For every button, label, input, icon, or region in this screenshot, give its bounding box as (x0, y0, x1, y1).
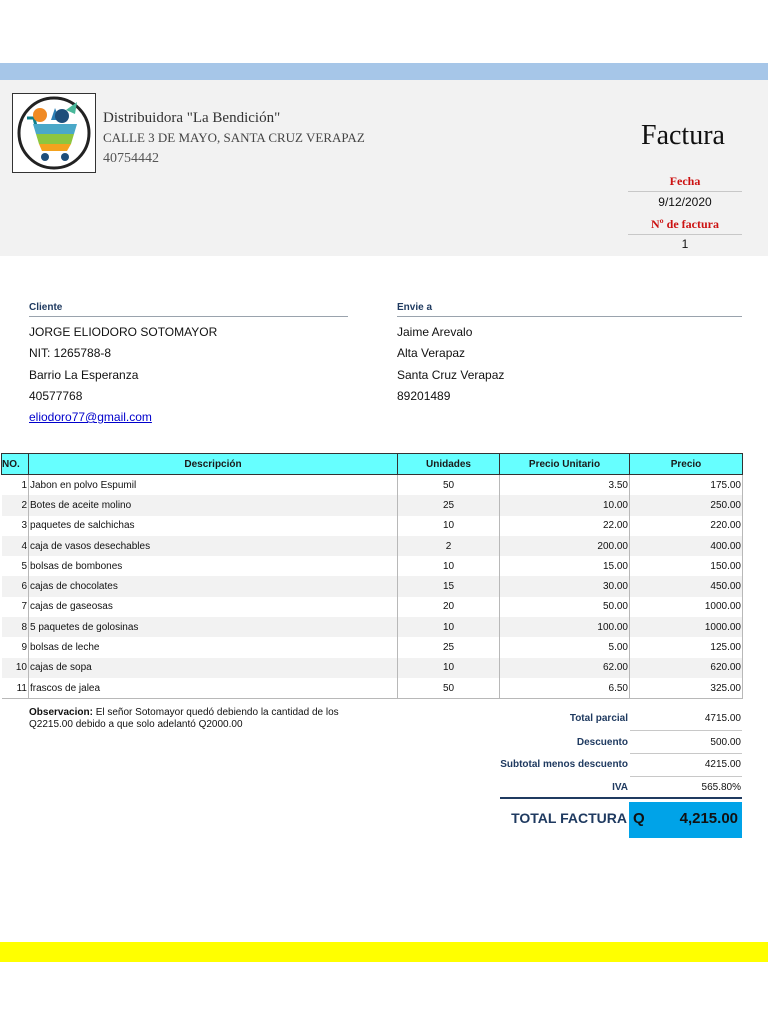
ship-to-phone: 89201489 (397, 389, 451, 403)
row-price: 450.00 (630, 576, 743, 596)
row-unit-price: 30.00 (500, 576, 630, 596)
bottom-accent-bar (0, 942, 768, 962)
row-units: 50 (398, 475, 500, 496)
client-section-label: Cliente (29, 302, 63, 313)
company-phone: 40754442 (103, 151, 159, 166)
date-label: Fecha (669, 174, 701, 188)
row-price: 150.00 (630, 556, 743, 576)
row-description: bolsas de bombones (29, 556, 398, 576)
observation-note (29, 707, 359, 731)
row-unit-price: 10.00 (500, 495, 630, 515)
row-unit-price: 50.00 (500, 597, 630, 617)
table-row (2, 516, 743, 536)
column-header-price: Precio (630, 454, 743, 475)
observation-label: Observacion: (29, 707, 93, 718)
table-row (2, 597, 743, 617)
row-unit-price: 3.50 (500, 475, 630, 496)
company-address: CALLE 3 DE MAYO, SANTA CRUZ VERAPAZ (103, 130, 365, 145)
divider (628, 234, 742, 235)
row-unit-price: 200.00 (500, 536, 630, 556)
row-units: 25 (398, 495, 500, 515)
row-price: 620.00 (630, 658, 743, 678)
total-value: 4,215.00 (679, 810, 738, 827)
client-address: Barrio La Esperanza (29, 368, 139, 382)
row-unit-price: 5.00 (500, 637, 630, 657)
subtotal-after-discount-value: 4215.00 (704, 759, 741, 770)
subtotal-label: Total parcial (569, 713, 628, 724)
subtotal-value: 4715.00 (704, 713, 741, 724)
row-price: 220.00 (630, 516, 743, 536)
divider (29, 316, 348, 317)
row-price: 1000.00 (630, 597, 743, 617)
discount-label: Descuento (576, 737, 628, 748)
row-number: 8 (2, 617, 29, 637)
row-units: 10 (398, 658, 500, 678)
row-number: 11 (2, 678, 29, 699)
row-price: 175.00 (630, 475, 743, 496)
table-row (2, 658, 743, 678)
row-number: 2 (2, 495, 29, 515)
top-accent-bar (0, 63, 768, 80)
table-row (2, 536, 743, 556)
ship-to-region: Alta Verapaz (397, 346, 466, 360)
shopping-cart-icon (17, 96, 91, 170)
observation-text: El señor Sotomayor quedó debiendo la cantidad de los Q2215.00 debido a que solo adelantó Q2000.00 (29, 707, 339, 730)
company-name: Distribuidora "La Bendición" (103, 110, 281, 126)
column-header-no: NO. (2, 454, 29, 475)
divider (630, 776, 742, 777)
row-description: Botes de aceite molino (29, 495, 398, 515)
table-row (2, 576, 743, 596)
discount-value: 500.00 (710, 737, 741, 748)
table-row (2, 475, 743, 496)
row-price: 125.00 (630, 637, 743, 657)
row-description: 5 paquetes de golosinas (29, 617, 398, 637)
table-row (2, 617, 743, 637)
invoice-number: 1 (681, 237, 689, 251)
row-description: Jabon en polvo Espumil (29, 475, 398, 496)
divider (500, 797, 742, 799)
row-units: 10 (398, 556, 500, 576)
row-units: 20 (398, 597, 500, 617)
row-units: 10 (398, 516, 500, 536)
row-description: frascos de jalea (29, 678, 398, 699)
client-phone: 40577768 (29, 389, 83, 403)
invoice-date: 9/12/2020 (658, 195, 712, 209)
row-number: 7 (2, 597, 29, 617)
row-number: 6 (2, 576, 29, 596)
row-number: 5 (2, 556, 29, 576)
tax-value: 565.80% (701, 782, 741, 793)
divider (630, 753, 742, 754)
row-number: 10 (2, 658, 29, 678)
row-description: cajas de sopa (29, 658, 398, 678)
divider (397, 316, 742, 317)
row-number: 4 (2, 536, 29, 556)
row-description: cajas de chocolates (29, 576, 398, 596)
items-table (1, 453, 743, 699)
table-row (2, 637, 743, 657)
divider (630, 730, 742, 731)
invoice-title: Factura (641, 120, 725, 151)
row-unit-price: 62.00 (500, 658, 630, 678)
table-header-row (2, 454, 743, 475)
total-currency: Q (633, 810, 645, 827)
row-description: caja de vasos desechables (29, 536, 398, 556)
row-units: 50 (398, 678, 500, 699)
total-label: TOTAL FACTURA (511, 810, 627, 826)
table-row (2, 678, 743, 699)
tax-label: IVA (612, 782, 628, 793)
row-units: 25 (398, 637, 500, 657)
ship-to-city: Santa Cruz Verapaz (397, 368, 505, 382)
client-name: JORGE ELIODORO SOTOMAYOR (29, 325, 218, 339)
row-unit-price: 100.00 (500, 617, 630, 637)
row-unit-price: 15.00 (500, 556, 630, 576)
row-description: paquetes de salchichas (29, 516, 398, 536)
column-header-description: Descripción (29, 454, 398, 475)
row-number: 9 (2, 637, 29, 657)
row-number: 3 (2, 516, 29, 536)
row-description: bolsas de leche (29, 637, 398, 657)
row-price: 250.00 (630, 495, 743, 515)
row-description: cajas de gaseosas (29, 597, 398, 617)
row-units: 2 (398, 536, 500, 556)
row-number: 1 (2, 475, 29, 496)
client-email-link[interactable]: eliodoro77@gmail.com (29, 410, 152, 424)
row-units: 15 (398, 576, 500, 596)
table-row (2, 495, 743, 515)
row-unit-price: 22.00 (500, 516, 630, 536)
row-unit-price: 6.50 (500, 678, 630, 699)
row-units: 10 (398, 617, 500, 637)
table-row (2, 556, 743, 576)
client-nit: NIT: 1265788-8 (29, 346, 112, 360)
row-price: 325.00 (630, 678, 743, 699)
invoice-number-label: Nº de factura (651, 217, 719, 231)
column-header-units: Unidades (398, 454, 500, 475)
company-logo (12, 93, 96, 173)
ship-to-name: Jaime Arevalo (397, 325, 473, 339)
divider (628, 191, 742, 192)
column-header-unit-price: Precio Unitario (500, 454, 630, 475)
ship-to-section-label: Envie a (397, 302, 433, 313)
row-price: 400.00 (630, 536, 743, 556)
row-price: 1000.00 (630, 617, 743, 637)
subtotal-after-discount-label: Subtotal menos descuento (500, 759, 628, 770)
